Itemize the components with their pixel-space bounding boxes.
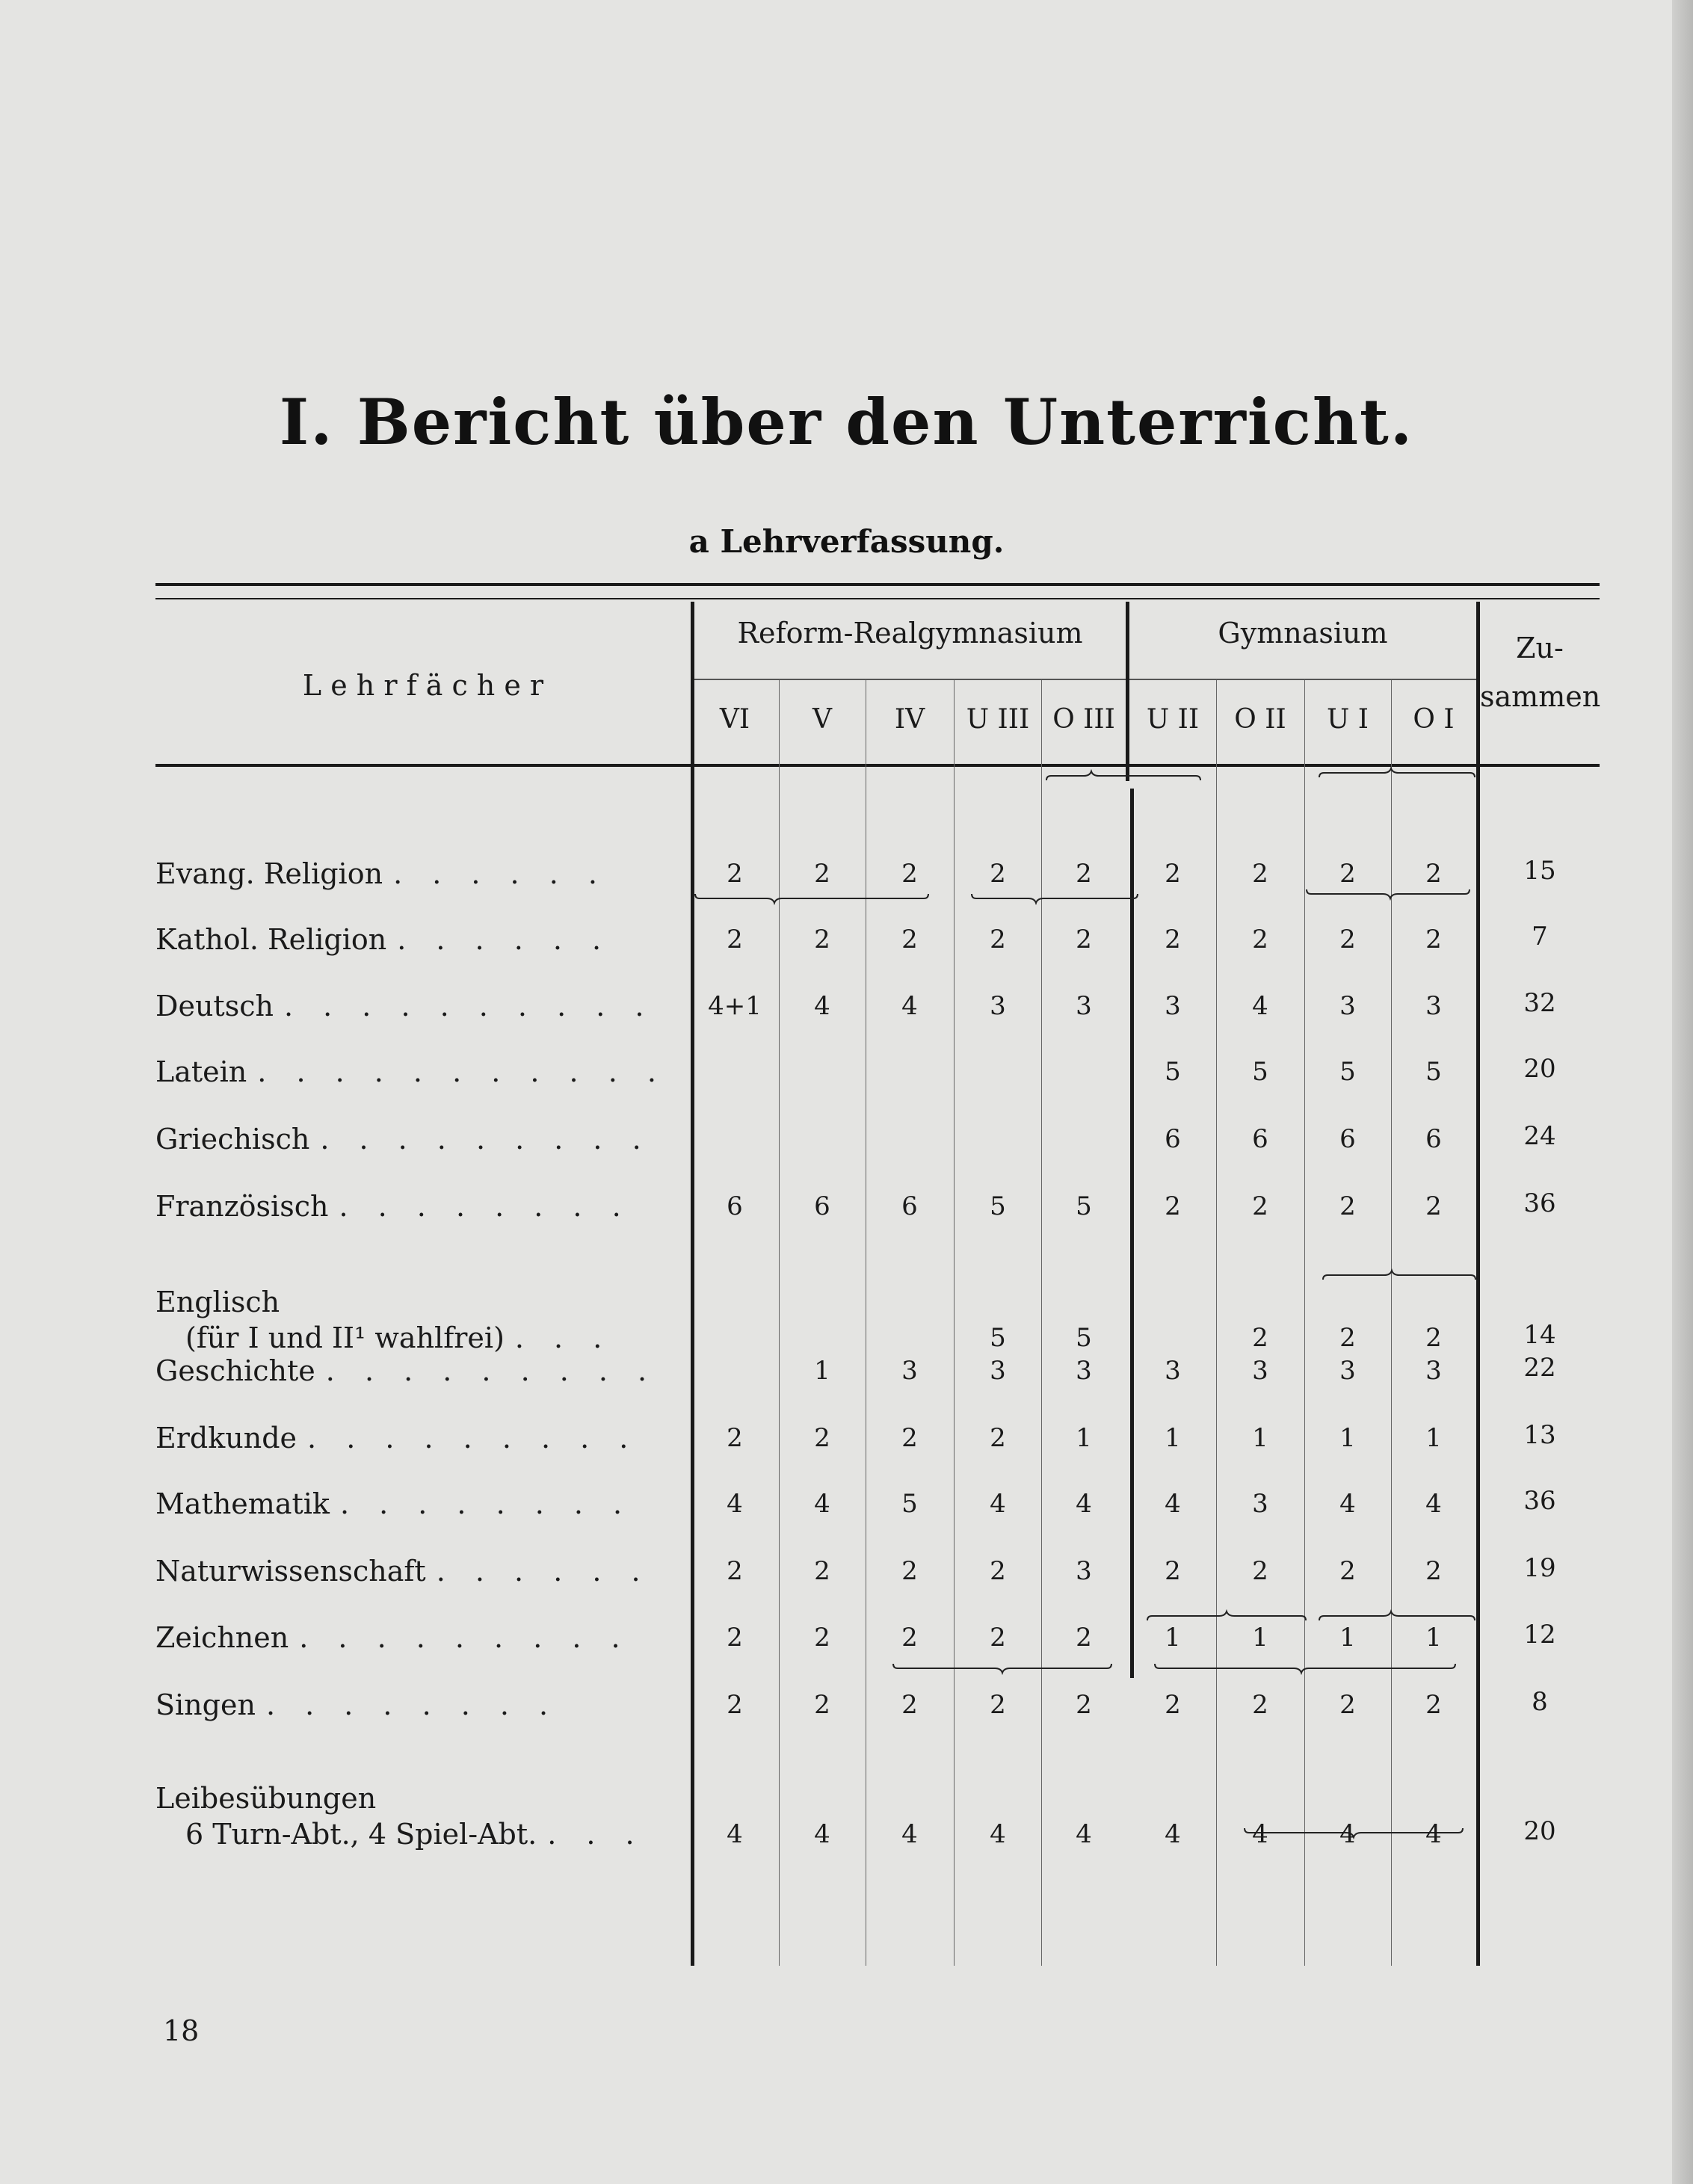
leader-dots: . . . . . . . . . <box>320 1123 652 1156</box>
table-cell: 4 <box>1076 1489 1092 1519</box>
table-cell: 1 <box>1339 1423 1356 1453</box>
table-cell: 2 <box>901 1623 918 1653</box>
row-total: 22 <box>1523 1353 1556 1383</box>
table-cell: 1 <box>1076 1423 1092 1453</box>
table-cell: 6 <box>1165 1124 1181 1154</box>
table-cell: 5 <box>1076 1191 1092 1221</box>
table-cell: 2 <box>1425 1191 1442 1221</box>
table-cell: 2 <box>901 1423 918 1453</box>
row-total: 19 <box>1523 1553 1556 1583</box>
subject-label <box>155 1353 657 1389</box>
table-cell: 2 <box>1252 1690 1268 1720</box>
table-cell: 2 <box>727 859 743 889</box>
table-cell: 2 <box>1165 925 1181 954</box>
table-cell: 4 <box>1425 1489 1442 1519</box>
leader-dots: . . . . . . . . . <box>299 1621 631 1654</box>
table-cell: 2 <box>727 1690 743 1720</box>
subjects-column-header: L e h r f ä c h e r <box>302 669 544 702</box>
subject-label <box>155 1420 638 1456</box>
row-total: 15 <box>1523 856 1556 886</box>
subject-name: Geschichte <box>155 1354 315 1387</box>
table-cell: 3 <box>1076 1356 1092 1386</box>
table-cell: 4 <box>814 991 830 1021</box>
table-cell: 2 <box>1076 1623 1092 1653</box>
table-cell: 6 <box>814 1191 830 1221</box>
table-cell: 2 <box>1425 1556 1442 1586</box>
table-cell: 2 <box>727 1423 743 1453</box>
table-cell: 2 <box>1252 925 1268 954</box>
table-cell: 2 <box>990 1556 1006 1586</box>
table-cell: 4 <box>814 1819 830 1849</box>
row-total: 24 <box>1523 1121 1556 1151</box>
table-cell: 2 <box>1425 925 1442 954</box>
group-header-reform-realgymnasium: Reform-Realgymnasium <box>737 617 1083 650</box>
row-total: 13 <box>1523 1420 1556 1450</box>
subject-name-line2 <box>155 1320 612 1356</box>
table-cell: 2 <box>990 1423 1006 1453</box>
table-cell: 2 <box>727 925 743 954</box>
total-header-line2: sammen <box>1480 680 1601 713</box>
subject-name: Mathematik <box>155 1487 330 1520</box>
table-cell: 3 <box>1425 1356 1442 1386</box>
leader-dots: . . . . . . <box>397 923 612 956</box>
table-cell: 1 <box>1425 1623 1442 1653</box>
column-header: O III <box>1052 704 1115 735</box>
table-cell: 2 <box>1165 1556 1181 1586</box>
table-cell: 2 <box>901 859 918 889</box>
table-cell: 4 <box>727 1819 743 1849</box>
leader-dots: . . . . . . . . . . . <box>257 1055 667 1088</box>
table-cell: 2 <box>1339 925 1356 954</box>
table-cell: 2 <box>1339 1690 1356 1720</box>
table-cell: 2 <box>1339 1323 1356 1353</box>
group-header-gymnasium: Gymnasium <box>1218 617 1388 650</box>
table-cell: 2 <box>1252 1323 1268 1353</box>
table-cell: 1 <box>1165 1623 1181 1653</box>
subject-label <box>155 1188 632 1224</box>
page-number: 18 <box>163 2014 200 2047</box>
column-header: U III <box>966 704 1030 735</box>
table-cell: 2 <box>1252 1191 1268 1221</box>
table-cell: 2 <box>990 1623 1006 1653</box>
row-total: 14 <box>1523 1320 1556 1350</box>
table-cell: 2 <box>727 1556 743 1586</box>
subject-label <box>155 1054 667 1090</box>
column-header: V <box>812 704 832 735</box>
subject-note: (für I und II¹ wahlfrei) <box>185 1321 505 1354</box>
subject-label <box>155 1780 645 1852</box>
leader-dots: . . . . . . . . . . <box>283 990 655 1022</box>
subject-name: Zeichnen <box>155 1621 289 1654</box>
table-cell: 3 <box>1252 1356 1268 1386</box>
table-cell: 2 <box>990 859 1006 889</box>
column-header: O I <box>1413 704 1455 735</box>
subject-name: Leibesübungen <box>155 1782 377 1815</box>
table-cell: 3 <box>901 1356 918 1386</box>
subject-name: Kathol. Religion <box>155 923 387 956</box>
leader-dots: . . . <box>514 1321 613 1354</box>
table-cell: 4 <box>1252 991 1268 1021</box>
table-cell: 5 <box>1425 1057 1442 1087</box>
table-cell: 3 <box>1339 991 1356 1021</box>
subject-label <box>155 856 608 892</box>
subject-label <box>155 988 654 1024</box>
table-cell: 4 <box>1252 1819 1268 1849</box>
table-cell: 1 <box>1425 1423 1442 1453</box>
table-cell: 4 <box>901 991 918 1021</box>
subject-name-line2 <box>155 1816 645 1852</box>
table-cell: 2 <box>1339 859 1356 889</box>
subject-label <box>155 1486 632 1522</box>
table-cell: 4 <box>1339 1489 1356 1519</box>
table-cell: 1 <box>1339 1623 1356 1653</box>
table-cell: 1 <box>1252 1423 1268 1453</box>
subject-name: Singen <box>155 1688 256 1721</box>
table-cell: 4 <box>901 1819 918 1849</box>
leader-dots: . . . <box>547 1818 645 1851</box>
table-cell: 6 <box>901 1191 918 1221</box>
subject-name: Naturwissenschaft <box>155 1555 426 1588</box>
table-cell: 1 <box>814 1356 830 1386</box>
leader-dots: . . . . . . . . <box>339 1190 632 1223</box>
table-cell: 2 <box>1165 1191 1181 1221</box>
table-cell: 6 <box>1425 1124 1442 1154</box>
subject-name: Erdkunde <box>155 1422 297 1455</box>
table-cell: 2 <box>1252 859 1268 889</box>
table-cell: 4 <box>814 1489 830 1519</box>
table-cell: 2 <box>1165 859 1181 889</box>
subject-name: Deutsch <box>155 990 274 1022</box>
subject-name: Latein <box>155 1055 247 1088</box>
table-cell: 2 <box>814 1623 830 1653</box>
table-cell: 2 <box>1076 925 1092 954</box>
table-cell: 6 <box>727 1191 743 1221</box>
column-header: O II <box>1234 704 1286 735</box>
table-cell: 3 <box>1076 1556 1092 1586</box>
table-cell: 4 <box>990 1819 1006 1849</box>
row-total: 36 <box>1523 1486 1556 1516</box>
leader-dots: . . . . . . . . . <box>325 1354 658 1387</box>
table-cell: 3 <box>1425 991 1442 1021</box>
table-cell: 3 <box>1252 1489 1268 1519</box>
table-cell: 5 <box>990 1191 1006 1221</box>
row-total: 20 <box>1523 1054 1556 1084</box>
column-header: IV <box>894 704 925 735</box>
table-cell: 4 <box>1339 1819 1356 1849</box>
table-cell: 2 <box>901 1690 918 1720</box>
table-cell: 2 <box>1425 859 1442 889</box>
table-cell: 5 <box>901 1489 918 1519</box>
table-cell: 4+1 <box>708 991 762 1021</box>
table-cell: 2 <box>814 925 830 954</box>
page-title: I. Bericht über den Unterricht. <box>279 385 1414 459</box>
leader-dots: . . . . . . . . . <box>307 1422 639 1455</box>
table-cell: 5 <box>990 1323 1006 1353</box>
table-cell: 2 <box>990 1690 1006 1720</box>
subject-name: Griechisch <box>155 1123 310 1156</box>
table-cell: 2 <box>1425 1323 1442 1353</box>
table-cell: 2 <box>1076 859 1092 889</box>
table-cell: 2 <box>1165 1690 1181 1720</box>
subject-label <box>155 1284 612 1356</box>
subject-name: Französisch <box>155 1190 329 1223</box>
table-cell: 1 <box>1165 1423 1181 1453</box>
table-cell: 2 <box>1425 1690 1442 1720</box>
total-header-line1: Zu- <box>1516 632 1564 664</box>
table-cell: 2 <box>814 1690 830 1720</box>
table-cell: 4 <box>990 1489 1006 1519</box>
leader-dots: . . . . . . <box>436 1555 651 1588</box>
table-cell: 4 <box>1425 1819 1442 1849</box>
table-cell: 2 <box>814 1556 830 1586</box>
leader-dots: . . . . . . . . <box>339 1487 633 1520</box>
table-cell: 5 <box>1165 1057 1181 1087</box>
table-cell: 3 <box>990 991 1006 1021</box>
table-cell: 1 <box>1252 1623 1268 1653</box>
subject-label <box>155 1121 652 1157</box>
table-cell: 2 <box>1339 1556 1356 1586</box>
row-total: 20 <box>1523 1816 1556 1846</box>
table-cell: 2 <box>1076 1690 1092 1720</box>
subject-label <box>155 1620 631 1656</box>
table-cell: 3 <box>1165 1356 1181 1386</box>
table-cell: 4 <box>1076 1819 1092 1849</box>
row-total: 7 <box>1532 922 1548 951</box>
table-cell: 2 <box>990 925 1006 954</box>
table-cell: 2 <box>1339 1191 1356 1221</box>
column-header: U I <box>1326 704 1369 735</box>
table-cell: 5 <box>1339 1057 1356 1087</box>
table-cell: 2 <box>901 925 918 954</box>
table-cell: 4 <box>1165 1489 1181 1519</box>
subject-name: Evang. Religion <box>155 857 383 890</box>
table-cell: 2 <box>814 859 830 889</box>
table-cell: 5 <box>1252 1057 1268 1087</box>
leader-dots: . . . . . . . . <box>265 1688 559 1721</box>
table-cell: 2 <box>901 1556 918 1586</box>
table-cell: 4 <box>727 1489 743 1519</box>
row-total: 12 <box>1523 1620 1556 1650</box>
table-cell: 3 <box>1165 991 1181 1021</box>
subject-label <box>155 922 611 957</box>
table-cell: 4 <box>1165 1819 1181 1849</box>
subject-label <box>155 1687 558 1723</box>
table-cell: 6 <box>1339 1124 1356 1154</box>
leader-dots: . . . . . . <box>393 857 608 890</box>
table-cell: 3 <box>990 1356 1006 1386</box>
row-total: 32 <box>1523 988 1556 1018</box>
column-header: U II <box>1146 704 1200 735</box>
table-cell: 2 <box>814 1423 830 1453</box>
table-cell: 6 <box>1252 1124 1268 1154</box>
table-cell: 2 <box>727 1623 743 1653</box>
table-cell: 3 <box>1076 991 1092 1021</box>
subject-name: Englisch <box>155 1286 280 1318</box>
row-total: 36 <box>1523 1188 1556 1218</box>
table-cell: 5 <box>1076 1323 1092 1353</box>
subject-label <box>155 1553 651 1589</box>
table-cell: 3 <box>1339 1356 1356 1386</box>
column-header: VI <box>719 704 750 735</box>
subject-note: 6 Turn-Abt., 4 Spiel-Abt. <box>185 1818 537 1851</box>
page-subtitle: a Lehrverfassung. <box>688 523 1005 560</box>
row-total: 8 <box>1532 1687 1548 1717</box>
table-cell: 2 <box>1252 1556 1268 1586</box>
